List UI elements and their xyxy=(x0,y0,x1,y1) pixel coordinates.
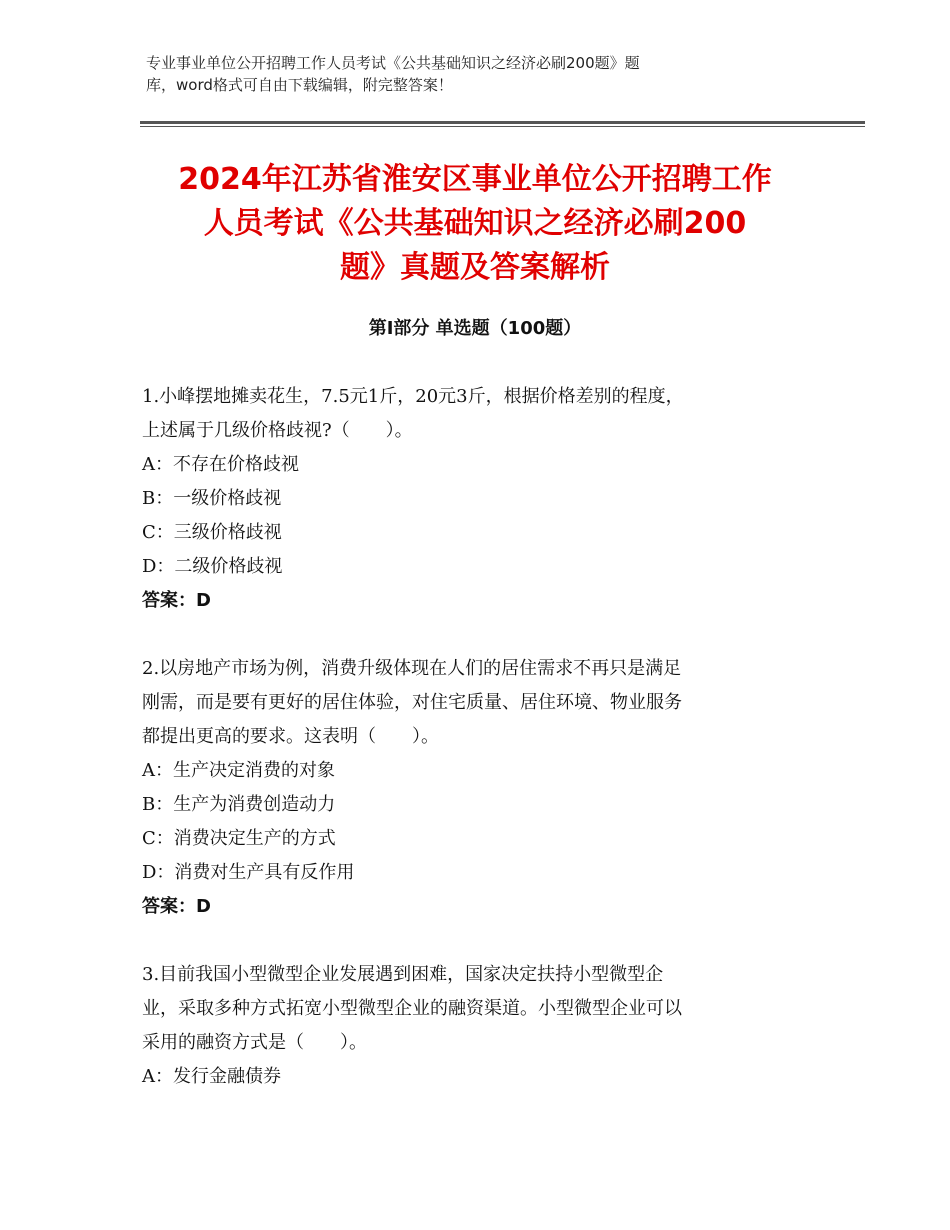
option-d: D：消费对生产具有反作用 xyxy=(142,862,355,883)
header-divider-thin xyxy=(140,126,865,127)
option-a: A：生产决定消费的对象 xyxy=(142,760,335,781)
document-title-line: 题》真题及答案解析 xyxy=(340,250,610,285)
question-spacer xyxy=(142,924,812,958)
document-title-line: 2024年江苏省淮安区事业单位公开招聘工作 xyxy=(178,162,772,197)
question-stem xyxy=(142,380,812,448)
question-stem-line: 刚需，而是要有更好的居住体验，对住宅质量、居住环境、物业服务 xyxy=(142,692,682,713)
header-note-line: 专业事业单位公开招聘工作人员考试《公共基础知识之经济必刷200题》题 xyxy=(146,54,640,72)
document-title xyxy=(120,158,830,290)
question-list xyxy=(142,380,812,1094)
question-spacer xyxy=(142,618,812,652)
question-1 xyxy=(142,380,812,618)
answer-key: 答案：D xyxy=(142,590,211,611)
option-d: D：二级价格歧视 xyxy=(142,556,283,577)
answer-key: 答案：D xyxy=(142,896,211,917)
question-stem-line: 都提出更高的要求。这表明（ ）。 xyxy=(142,726,439,747)
question-stem-line: 1.小峰摆地摊卖花生，7.5元1斤，20元3斤，根据价格差别的程度， xyxy=(142,386,684,407)
option-a: A：不存在价格歧视 xyxy=(142,454,299,475)
question-stem-line: 2.以房地产市场为例，消费升级体现在人们的居住需求不再只是满足 xyxy=(142,658,682,679)
question-stem xyxy=(142,652,812,754)
option-b: B：生产为消费创造动力 xyxy=(142,794,336,815)
option-c: C：三级价格歧视 xyxy=(142,522,282,543)
option-c: C：消费决定生产的方式 xyxy=(142,828,336,849)
header-note xyxy=(146,52,786,96)
question-stem-line: 业，采取多种方式拓宽小型微型企业的融资渠道。小型微型企业可以 xyxy=(142,998,682,1019)
question-2 xyxy=(142,652,812,924)
header-note-line: 库，word格式可自由下载编辑，附完整答案！ xyxy=(146,76,453,94)
question-stem-line: 3.目前我国小型微型企业发展遇到困难，国家决定扶持小型微型企 xyxy=(142,964,664,985)
question-stem-line: 上述属于几级价格歧视?（ ）。 xyxy=(142,420,413,441)
document-title-line: 人员考试《公共基础知识之经济必刷200 xyxy=(203,206,747,241)
question-stem xyxy=(142,958,812,1060)
question-3 xyxy=(142,958,812,1094)
question-stem-line: 采用的融资方式是（ ）。 xyxy=(142,1032,367,1053)
option-a: A：发行金融债券 xyxy=(142,1066,281,1087)
header-divider-thick xyxy=(140,121,865,124)
section-heading: 第Ⅰ部分 单选题（100题） xyxy=(368,318,582,339)
option-b: B：一级价格歧视 xyxy=(142,488,282,509)
